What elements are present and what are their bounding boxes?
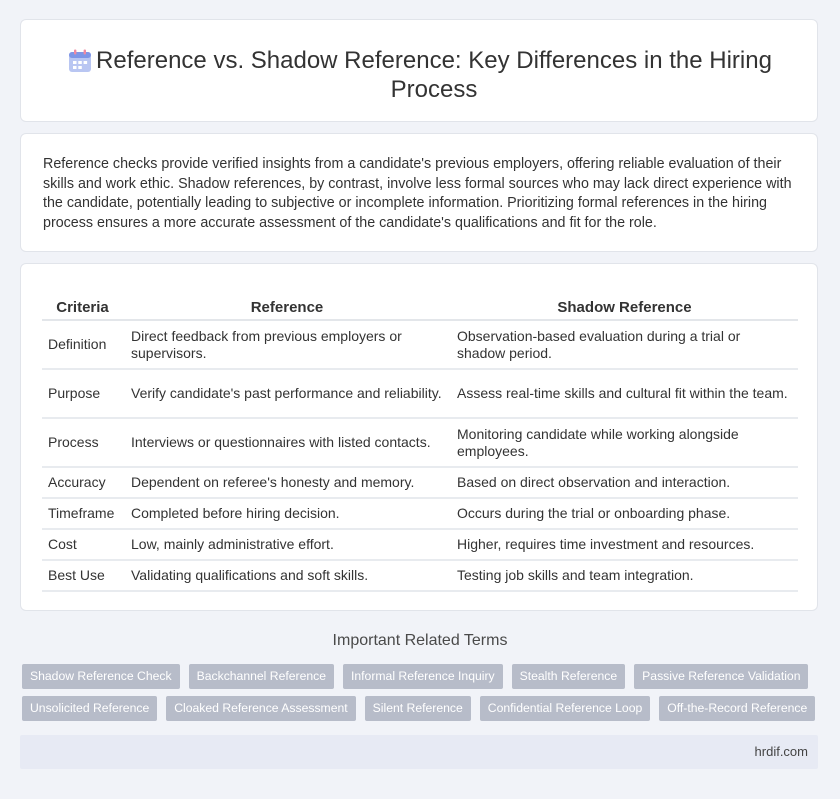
table-row (42, 320, 798, 369)
intro-paragraph: Reference checks provide verified insights from a candidate's previous employers, offering reliable evaluation of their skills and work ethic. Shadow references, by contrast, involve less formal sources who may lack direct experience with the candidate, potentially leading to subjective or incomplete information. Prioritizing formal references in the hiring process ensures a more accurate assessment of the candidate's qualifications and fit for the role. (43, 156, 792, 231)
shadow-reference-cell: Monitoring candidate while working alongside employees. (450, 418, 798, 467)
related-term-tag[interactable]: Cloaked Reference Assessment (166, 696, 355, 721)
reference-cell: Validating qualifications and soft skills. (124, 560, 450, 591)
table-row (42, 467, 798, 498)
related-term-tag[interactable]: Backchannel Reference (189, 664, 334, 689)
table-row (42, 418, 798, 467)
shadow-reference-cell: Based on direct observation and interaction. (450, 467, 798, 498)
shadow-reference-cell: Observation-based evaluation during a trial or shadow period. (450, 320, 798, 369)
intro-card (20, 133, 818, 252)
criteria-cell: Timeframe (42, 498, 124, 529)
related-term-tag[interactable]: Informal Reference Inquiry (343, 664, 503, 689)
reference-cell: Dependent on referee's honesty and memory. (124, 467, 450, 498)
table-row (42, 498, 798, 529)
reference-cell: Interviews or questionnaires with listed contacts. (124, 418, 450, 467)
criteria-cell: Accuracy (42, 467, 124, 498)
related-term-tag[interactable]: Shadow Reference Check (22, 664, 180, 689)
related-term-tag[interactable]: Passive Reference Validation (634, 664, 808, 689)
criteria-cell: Cost (42, 529, 124, 560)
table-row (42, 560, 798, 591)
reference-cell: Completed before hiring decision. (124, 498, 450, 529)
table-row (42, 529, 798, 560)
column-header-shadow-reference: Shadow Reference (450, 296, 798, 320)
footer-bar (20, 735, 818, 769)
related-term-tag[interactable]: Confidential Reference Loop (480, 696, 650, 721)
shadow-reference-cell: Higher, requires time investment and resources. (450, 529, 798, 560)
reference-cell: Verify candidate's past performance and reliability. (124, 369, 450, 418)
comparison-card (20, 263, 818, 611)
related-terms-heading: Important Related Terms (332, 632, 508, 649)
shadow-reference-cell: Assess real-time skills and cultural fit within the team. (450, 369, 798, 418)
site-name[interactable]: hrdif.com (754, 744, 808, 759)
shadow-reference-cell: Testing job skills and team integration. (450, 560, 798, 591)
related-term-tag[interactable]: Unsolicited Reference (22, 696, 157, 721)
criteria-cell: Best Use (42, 560, 124, 591)
criteria-cell: Purpose (42, 369, 124, 418)
shadow-reference-cell: Occurs during the trial or onboarding phase. (450, 498, 798, 529)
title-card (20, 19, 818, 122)
comparison-table (42, 296, 798, 592)
criteria-cell: Process (42, 418, 124, 467)
table-header-row (42, 296, 798, 320)
column-header-criteria: Criteria (42, 296, 124, 320)
page-title: Reference vs. Shadow Reference: Key Differences in the Hiring Process (96, 47, 772, 103)
related-terms-list (22, 664, 812, 728)
table-row (42, 369, 798, 418)
column-header-reference: Reference (124, 296, 450, 320)
related-term-tag[interactable]: Silent Reference (365, 696, 471, 721)
related-term-tag[interactable]: Stealth Reference (512, 664, 626, 689)
reference-cell: Low, mainly administrative effort. (124, 529, 450, 560)
reference-cell: Direct feedback from previous employers or supervisors. (124, 320, 450, 369)
criteria-cell: Definition (42, 320, 124, 369)
related-term-tag[interactable]: Off-the-Record Reference (659, 696, 815, 721)
